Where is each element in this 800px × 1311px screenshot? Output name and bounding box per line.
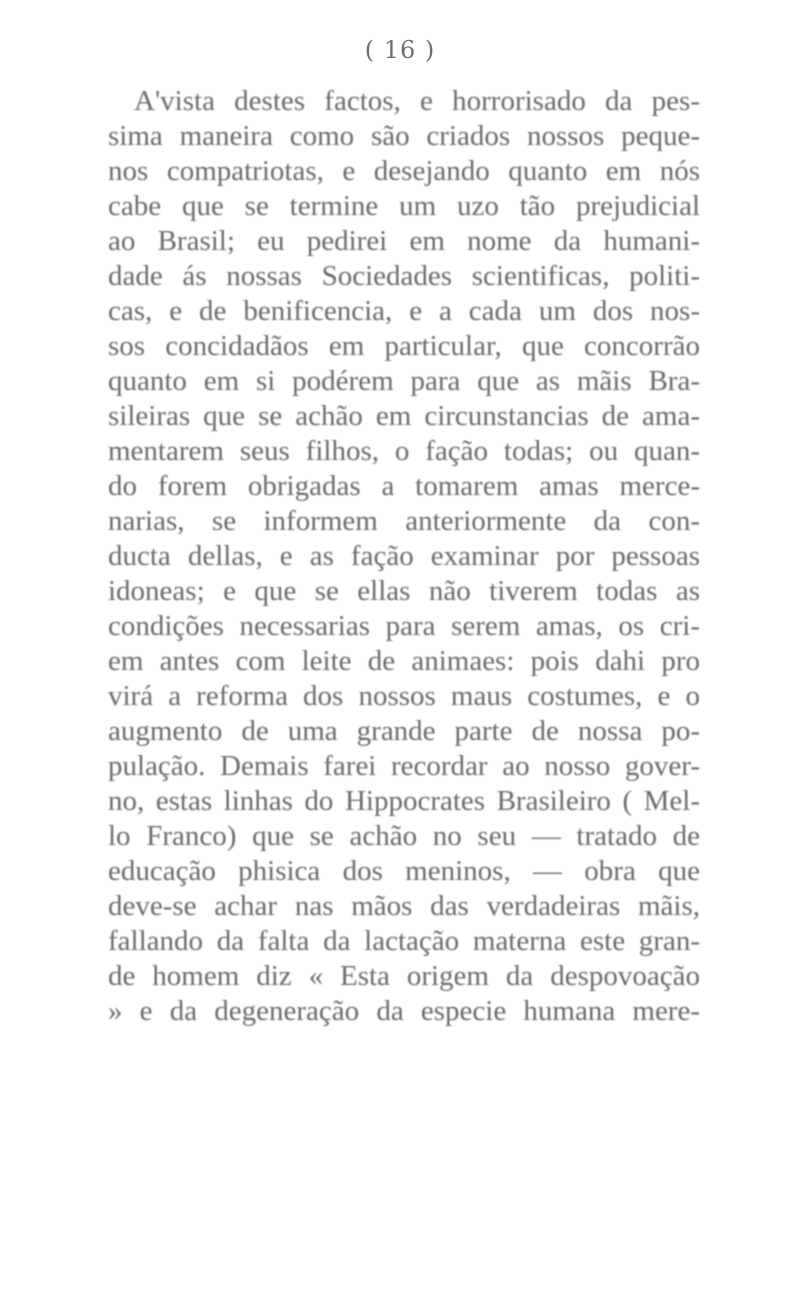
text-line: sima maneira como são criados nossos peque- [108,120,700,152]
text-line: cabe que se termine um uzo tão prejudicial [108,190,700,222]
text-line: idoneas; e que se ellas não tiverem todas as [108,575,700,607]
text-line: ducta dellas, e as fação examinar por pessoas [108,540,700,572]
text-line: deve-se achar nas mãos das verdadeiras mãis, [108,890,700,922]
text-line: virá a reforma dos nossos maus costumes, e o [108,680,700,712]
text-line: dade ás nossas Sociedades scientificas, politi- [108,260,700,292]
text-line: fallando da falta da lactação materna este gran- [108,925,700,957]
text-line: sos concidadãos em particular, que concorrão [108,330,700,362]
text-line: do forem obrigadas a tomarem amas merce- [108,470,700,502]
text-line: narias, se informem anteriormente da con- [108,505,700,537]
text-line: lo Franco) que se achão no seu — tratado de [108,820,700,852]
text-line: ao Brasil; eu pedirei em nome da humani- [108,225,700,257]
text-line: sileiras que se achão em circunstancias de ama- [108,400,700,432]
text-line: no, estas linhas do Hippocrates Brasileiro ( Mel- [108,785,700,817]
text-line: condições necessarias para serem amas, os cri- [108,610,700,642]
text-line: de homem diz « Esta origem da despovoação [108,960,700,992]
text-line: mentarem seus filhos, o fação todas; ou quan- [108,435,700,467]
page-body-text [108,84,700,1029]
page-number: ( 16 ) [364,36,436,64]
text-line: pulação. Demais farei recordar ao nosso gover- [108,750,700,782]
text-line: » e da degeneração da especie humana mere- [108,995,700,1027]
text-line: quanto em si podérem para que as mãis Bra- [108,365,700,397]
text-line: nos compatriotas, e desejando quanto em nós [108,155,700,187]
text-line: augmento de uma grande parte de nossa po- [108,715,700,747]
text-line: A'vista destes factos, e horrorisado da pes- [134,85,700,117]
text-line: em antes com leite de animaes: pois dahi pro [108,645,700,677]
text-line: cas, e de benificencia, e a cada um dos nos- [108,295,700,327]
text-line: educação phisica dos meninos, — obra que [108,855,700,887]
